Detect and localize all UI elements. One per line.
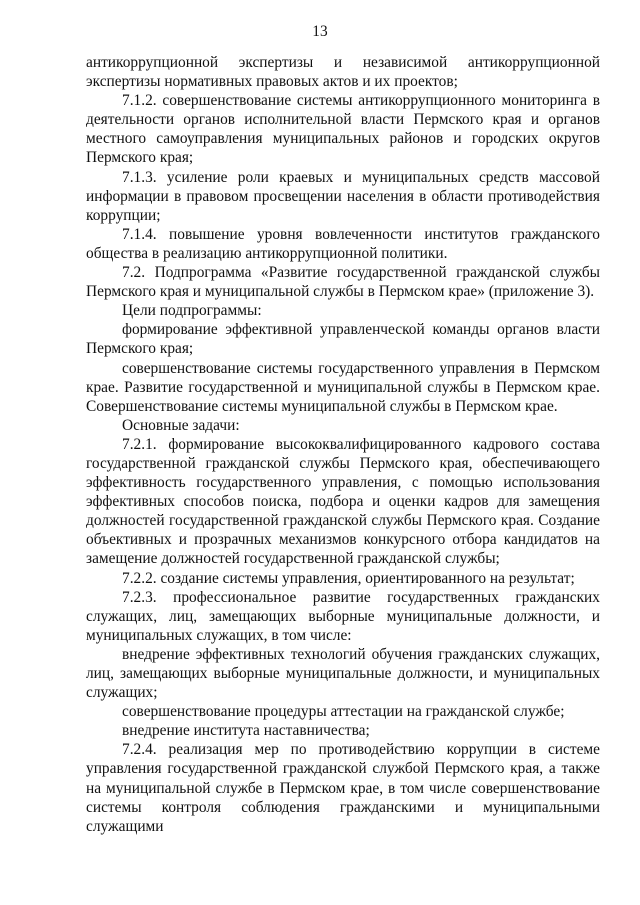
paragraph: 7.1.2. совершенствование системы антикоррупционного мониторинга в деятельности органов исполнительной власти Пермского края и органов местного самоуправления муниципальных районов и городских округов Пермского края; — [86, 92, 600, 167]
document-body — [86, 53, 600, 836]
paragraph: формирование эффективной управленческой команды органов власти Пермского края; — [86, 321, 600, 358]
paragraph: совершенствование процедуры аттестации на гражданской службе; — [122, 703, 565, 721]
paragraph: антикоррупционной экспертизы и независимой антикоррупционной экспертизы нормативных правовых актов и их проектов; — [86, 54, 600, 91]
paragraph: 7.2. Подпрограмма «Развитие государственной гражданской службы Пермского края и муниципальной службы в Пермском крае» (приложение 3). — [86, 264, 600, 301]
paragraph: 7.2.3. профессиональное развитие государственных гражданских служащих, лиц, замещающих выборные муниципальные должности, и муниципальных служащих, в том числе: — [86, 588, 600, 644]
paragraph: 7.1.3. усиление роли краевых и муниципальных средств массовой информации в правовом просвещении населения в области противодействия коррупции; — [86, 168, 600, 224]
paragraph: Основные задачи: — [122, 416, 240, 434]
paragraph: 7.2.2. создание системы управления, ориентированного на результат; — [122, 569, 575, 587]
paragraph: 7.1.4. повышение уровня вовлеченности институтов гражданского общества в реализацию антикоррупционной политики. — [86, 225, 600, 262]
page-number: 13 — [312, 23, 328, 40]
paragraph: совершенствование системы государственного управления в Пермском крае. Развитие государственной и муниципальной службы в Пермском крае. Совершенствование системы муниципальной службы в Пермском крае. — [86, 359, 600, 415]
paragraph: 7.2.4. реализация мер по противодействию коррупции в системе управления государственной гражданской службой Пермского края, а также на муниципальной службе в Пермском крае, в том числе совершенствование системы контроля соблюдения гражданскими и муниципальными служащими — [86, 741, 600, 835]
paragraph: внедрение эффективных технологий обучения гражданских служащих, лиц, замещающих выборные муниципальные должности, и муниципальных служащих; — [86, 645, 600, 702]
paragraph: внедрение института наставничества; — [122, 722, 370, 740]
paragraph: 7.2.1. формирование высококвалифицированного кадрового состава государственной гражданской службы Пермского края, обеспечивающего эффективность государственного управления, с помощью использования эффективных способов поиска, подбора и оценки кадров для замещения должностей государственной гражданской службы Пермского края. Создание объективных и прозрачных механизмов конкурсного отбора кандидатов на замещение должностей государственной гражданской службы; — [86, 435, 600, 568]
paragraph: Цели подпрограммы: — [122, 302, 262, 320]
